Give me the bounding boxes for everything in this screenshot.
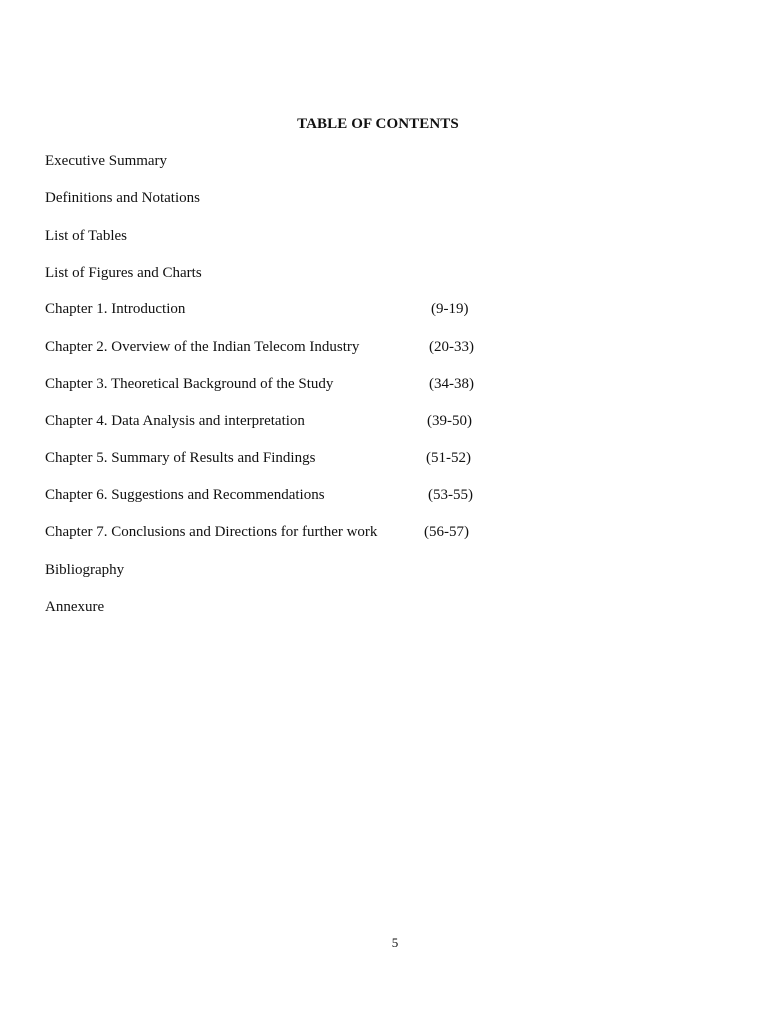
toc-entry-label: List of Tables (45, 228, 127, 244)
toc-entry-pages: (20-33) (429, 339, 474, 355)
toc-entry-label: List of Figures and Charts (45, 265, 202, 281)
toc-entry-pages: (9-19) (431, 301, 469, 317)
toc-entry-pages: (56-57) (424, 524, 469, 540)
toc-entry-label: Annexure (45, 599, 105, 615)
toc-entry-label: Bibliography (45, 562, 125, 578)
toc-title: TABLE OF CONTENTS (297, 116, 459, 132)
toc-entry-pages: (39-50) (427, 413, 472, 429)
toc-entry-label: Executive Summary (45, 153, 168, 169)
toc-entry-label: Chapter 1. Introduction (45, 301, 186, 317)
toc-entry-pages: (51-52) (426, 450, 471, 466)
toc-entry-label: Definitions and Notations (45, 190, 200, 206)
toc-entry-pages: (53-55) (428, 487, 473, 503)
toc-entry-label: Chapter 7. Conclusions and Directions for further work (45, 524, 378, 540)
toc-entry-label: Chapter 6. Suggestions and Recommendations (45, 487, 325, 503)
toc-entry-label: Chapter 4. Data Analysis and interpretation (45, 413, 305, 429)
toc-entry-label: Chapter 3. Theoretical Background of the Study (45, 376, 334, 392)
toc-entry-pages: (34-38) (429, 376, 474, 392)
toc-entry-label: Chapter 2. Overview of the Indian Telecom Industry (45, 339, 360, 355)
page-number: 5 (391, 935, 399, 950)
toc-entry-label: Chapter 5. Summary of Results and Findings (45, 450, 316, 466)
